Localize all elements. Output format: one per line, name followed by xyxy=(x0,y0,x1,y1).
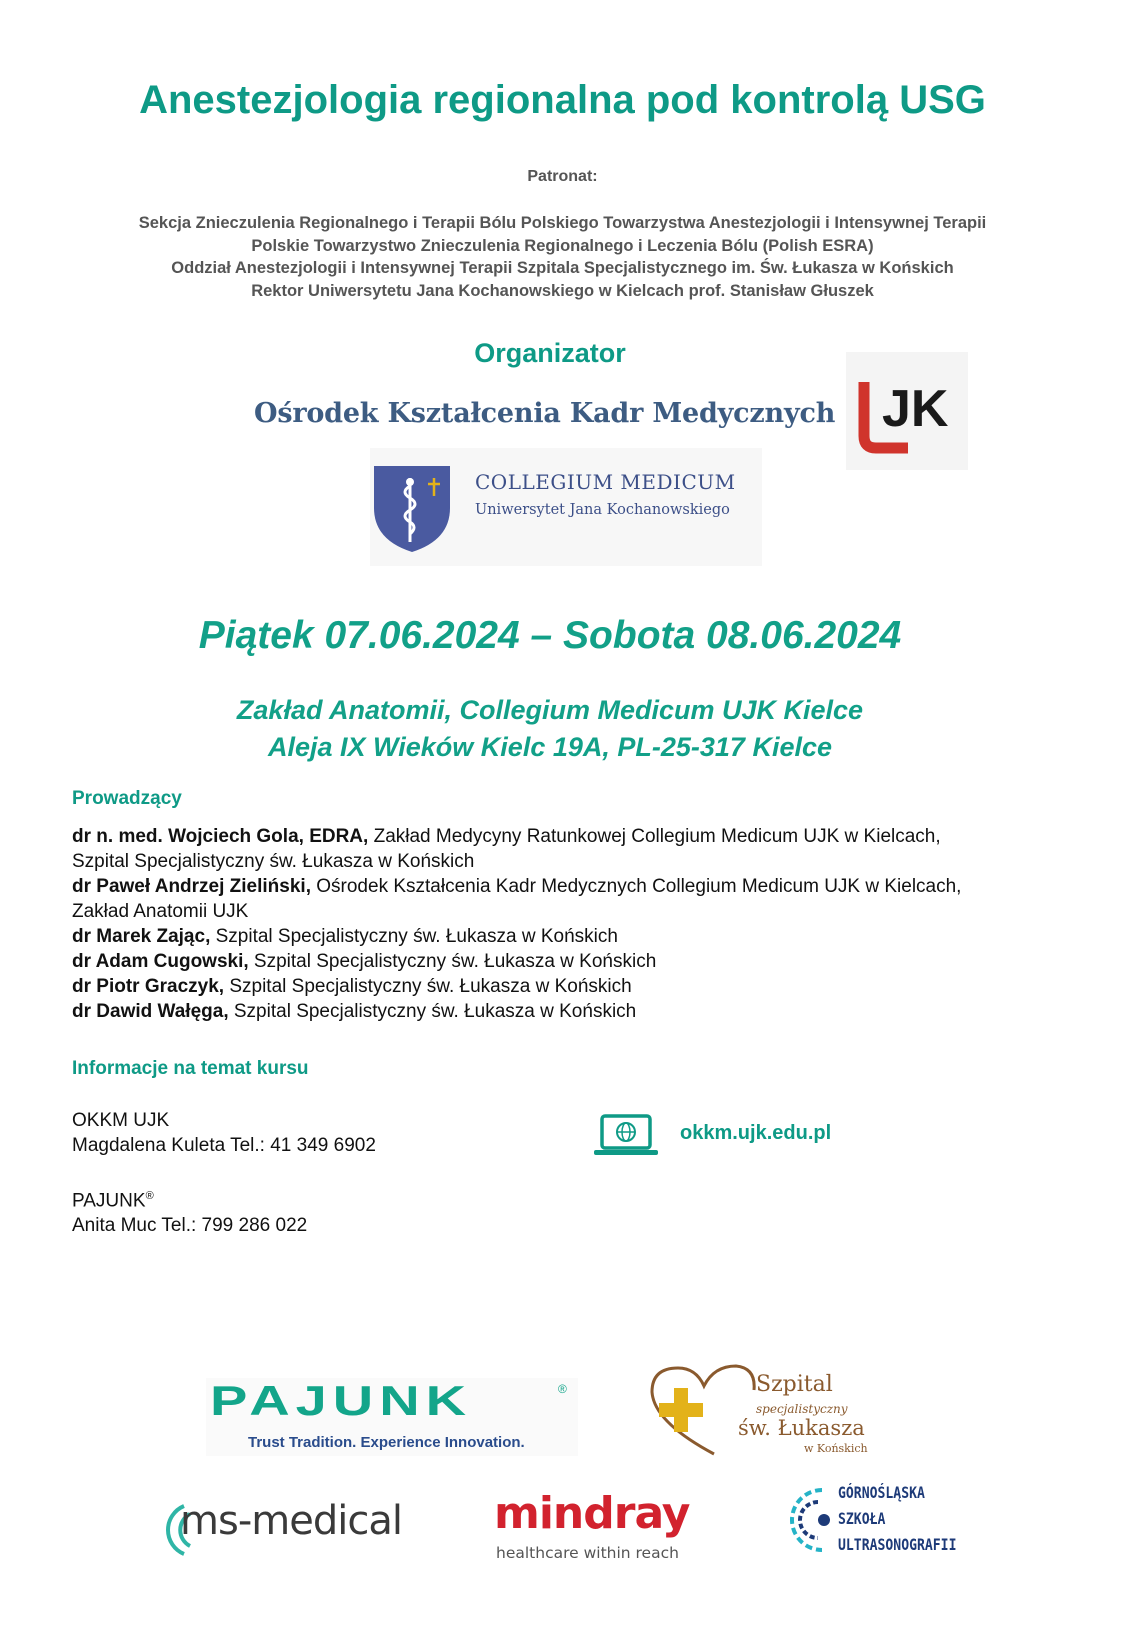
ujk-logo-letters: JK xyxy=(882,380,949,438)
venue-line: Zakład Anatomii, Collegium Medicum UJK Kielce xyxy=(236,695,864,725)
collegium-medicum-logo xyxy=(370,448,762,566)
szpital-line4: w Końskich xyxy=(804,1442,868,1455)
ms-medical-logo xyxy=(144,1494,402,1564)
laptop-globe-icon xyxy=(592,1112,660,1158)
patronage-item: Rektor Uniwersytetu Jana Kochanowskiego w Kielcach prof. Stanisław Głuszek xyxy=(251,281,874,300)
lecturer-affiliation: Szpital Specjalistyczny św. Łukasza w Końskich xyxy=(248,951,657,972)
lecturer-name: dr Marek Zając, xyxy=(72,926,211,947)
patronage-item: Sekcja Znieczulenia Regionalnego i Terapii Bólu Polskiego Towarzystwa Anestezjologii i Intensywnej Terapii xyxy=(138,214,987,232)
lecturers-heading: Prowadzący xyxy=(72,788,182,809)
course-date: Piątek 07.06.2024 – Sobota 08.06.2024 xyxy=(198,614,902,657)
lecturer-affiliation: Szpital Specjalistyczny św. Łukasza w Końskich xyxy=(228,1001,637,1022)
registered-mark: ® xyxy=(145,1190,154,1202)
mindray-name: mindray xyxy=(494,1488,690,1539)
pajunk-logo xyxy=(206,1378,578,1456)
patronage-label: Patronat: xyxy=(527,168,598,185)
lecturer-item xyxy=(72,824,1072,874)
lecturer-item xyxy=(72,974,1072,999)
heart-cross-icon xyxy=(644,1362,764,1458)
patronage-item: Oddział Anestezjologii i Intensywnej Terapii Szpitala Specjalistycznego im. Św. Łukasza w Końskich xyxy=(171,259,954,277)
lecturer-item xyxy=(72,874,1072,924)
ujk-logo xyxy=(846,352,968,470)
szpital-line1: Szpital xyxy=(756,1372,833,1397)
gsu-circle-icon xyxy=(786,1482,834,1558)
lecturers-list xyxy=(72,824,1072,1024)
collegium-title: COLLEGIUM MEDICUM xyxy=(475,470,736,494)
pajunk-registered-mark: ® xyxy=(558,1382,567,1396)
info-heading: Informacje na temat kursu xyxy=(72,1058,309,1079)
pajunk-name: PAJUNK xyxy=(210,1376,473,1424)
szpital-line3: św. Łukasza xyxy=(738,1416,865,1440)
ms-medical-name: ms-medical xyxy=(180,1498,402,1544)
lecturer-affiliation: Szpital Specjalistyczny św. Łukasza w Końskich xyxy=(72,851,475,872)
lecturer-name: dr Dawid Wałęga, xyxy=(72,1001,229,1022)
mindray-tagline: healthcare within reach xyxy=(496,1544,679,1562)
lecturer-name: dr n. med. Wojciech Gola, EDRA, xyxy=(72,826,369,847)
pajunk-tagline: Trust Tradition. Experience Innovation. xyxy=(248,1434,525,1451)
lecturer-affiliation: Zakład Medycyny Ratunkowej Collegium Medicum UJK w Kielcach, xyxy=(368,826,941,847)
contact-org: PAJUNK® xyxy=(72,1190,154,1212)
patronage-list xyxy=(0,212,1125,302)
contact-org: OKKM UJK xyxy=(72,1110,170,1131)
collegium-subtitle: Uniwersytet Jana Kochanowskiego xyxy=(475,502,730,518)
shield-icon xyxy=(372,464,452,554)
venue-line: Aleja IX Wieków Kielc 19A, PL-25-317 Kielce xyxy=(267,732,832,762)
lecturer-name: dr Paweł Andrzej Zieliński, xyxy=(72,876,311,897)
organizer-name: Ośrodek Kształcenia Kadr Medycznych xyxy=(254,398,836,429)
contact-okkm xyxy=(72,1108,376,1158)
szpital-logo xyxy=(644,1362,900,1458)
lecturer-name: dr Adam Cugowski, xyxy=(72,951,249,972)
lecturer-item xyxy=(72,999,1072,1024)
lecturer-name: dr Piotr Graczyk, xyxy=(72,976,225,997)
lecturer-item xyxy=(72,924,1072,949)
lecturer-affiliation: Szpital Specjalistyczny św. Łukasza w Końskich xyxy=(224,976,632,997)
gsu-logo xyxy=(786,1478,986,1560)
lecturer-affiliation: Ośrodek Kształcenia Kadr Medycznych Collegium Medicum UJK w Kielcach, xyxy=(310,876,962,897)
contact-pajunk xyxy=(72,1184,307,1238)
lecturer-affiliation: Szpital Specjalistyczny św. Łukasza w Końskich xyxy=(210,926,618,947)
contact-person: Magdalena Kuleta Tel.: 41 349 6902 xyxy=(72,1135,376,1156)
szpital-line2: specjalistyczny xyxy=(756,1402,848,1416)
website-link[interactable]: okkm.ujk.edu.pl xyxy=(680,1122,832,1144)
organizer-label: Organizator xyxy=(474,338,626,368)
gsu-text: GÓRNOŚLĄSKA SZKOŁA ULTRASONOGRAFII xyxy=(838,1483,957,1554)
contact-person: Anita Muc Tel.: 799 286 022 xyxy=(72,1215,308,1237)
mindray-logo xyxy=(494,1488,694,1566)
course-venue xyxy=(0,692,1100,766)
lecturer-affiliation: Zakład Anatomii UJK xyxy=(72,901,249,922)
lecturer-item xyxy=(72,949,1072,974)
page-title: Anestezjologia regionalna pod kontrolą USG xyxy=(139,78,986,122)
patronage-item: Polskie Towarzystwo Znieczulenia Regionalnego i Leczenia Bólu (Polish ESRA) xyxy=(251,236,874,255)
ujk-logo-icon xyxy=(846,352,968,470)
